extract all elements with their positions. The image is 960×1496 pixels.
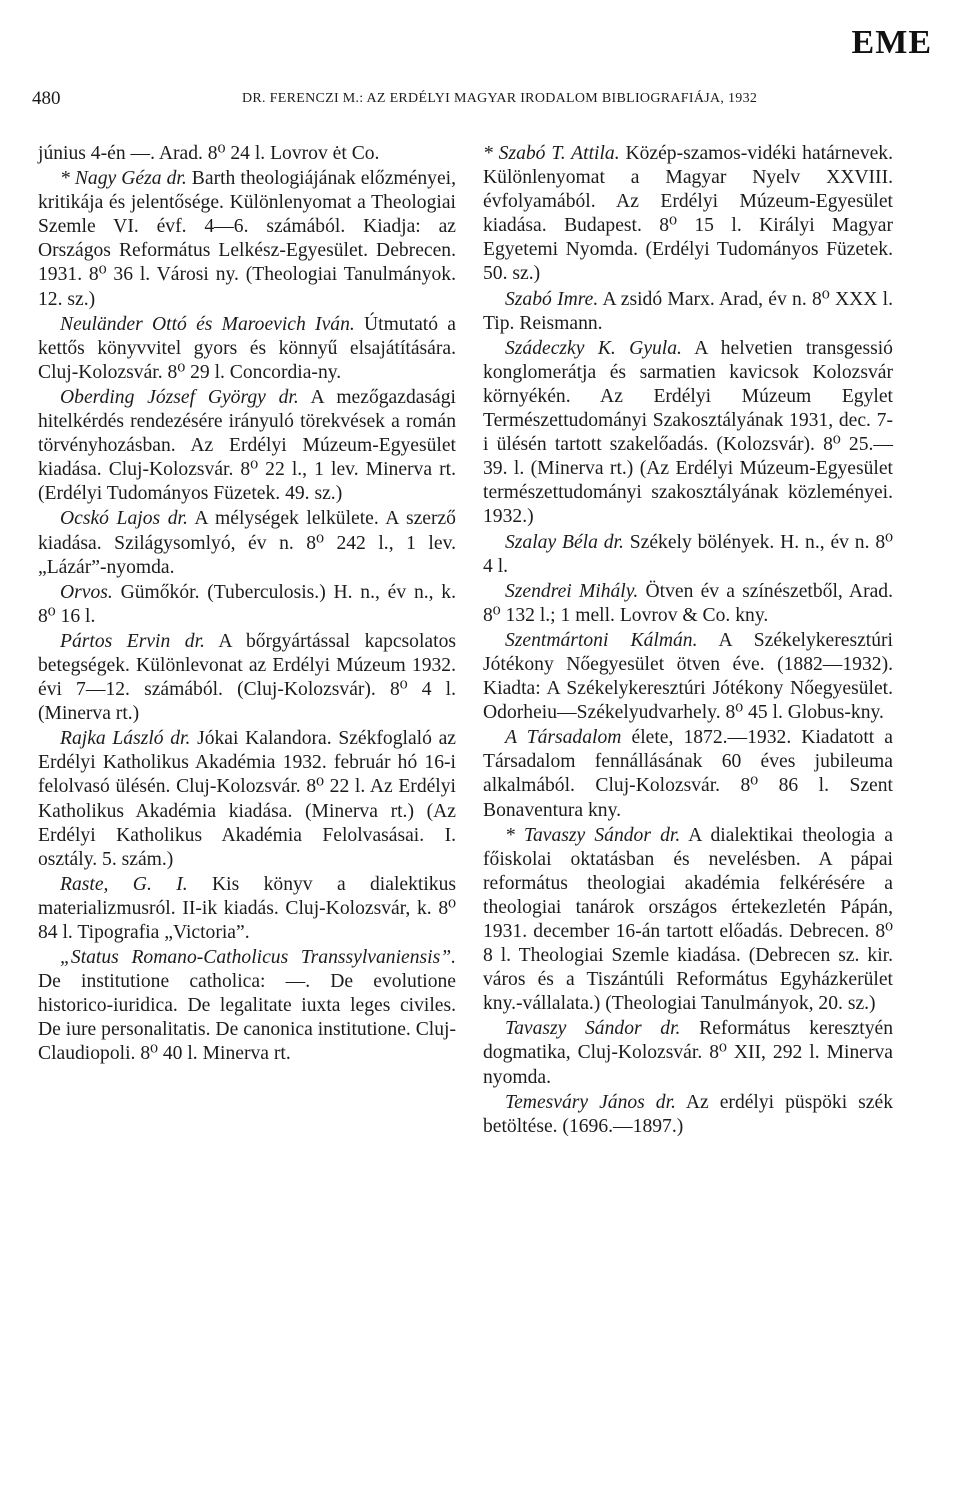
entry-author: Raste, G. I.	[60, 873, 188, 895]
bibliography-entry	[38, 946, 456, 1066]
entry-author: A Társadalom	[505, 727, 622, 749]
entry-text: A zsidó Marx. Arad, év n. 8⁰ XXX l. Tip. Reismann.	[483, 288, 894, 334]
bibliography-entry	[38, 386, 456, 506]
entry-author: * Tavaszy Sándor dr.	[505, 824, 681, 846]
entry-text: Útmutató a kettős könyvvitel gyors és könnyű elsajátítására. Cluj-Kolozsvár. 8⁰ 29 l. Concordia-ny.	[38, 313, 456, 383]
entry-text: Barth theologiájának előzményei, kritikája és jelentősége. Különlenyomat a Theologiai Szemle VI. évf. 4—6. számából. Kiadja: az Országos Református Lelkész-Egyesület. Debrecen. 1931. 8⁰ 36 l. Városi ny. (Theologiai Tanulmányok. 12. sz.)	[38, 168, 456, 310]
entry-author: Szabó Imre.	[505, 288, 599, 310]
bibliography-entry	[483, 1091, 893, 1139]
bibliography-entry	[483, 629, 893, 725]
bibliography-entry	[483, 1017, 893, 1089]
entry-text: A helvetien transgessió konglomerátja és sarmatien kavicsok Kolozsvár környékén. Az Erdélyi Múzeum Egylet Természettudományi Szakosztályának 1931, dec. 7-i ülésén tartott szakelőadás. (Kolozsvár). 8⁰ 25.—39. l. (Minerva rt.) (Az Erdélyi Múzeum-Egyesület természettudományi szakosztályának közleményei. 1932.)	[483, 337, 893, 528]
bibliography-entry	[38, 142, 456, 166]
page-number: 480	[32, 88, 61, 109]
bibliography-entry	[38, 873, 456, 945]
entry-text: Az erdélyi püspöki szék betöltése. (1696.—1897.)	[483, 1091, 893, 1137]
publisher-logo: EME	[851, 24, 932, 61]
entry-text: A Székelykeresztúri Jótékony Nőegyesület ötven éve. (1882—1932). Kiadta: A Székelykeresztúri Jótékony Nőegyesület. Odorheiu—Székelyudvarhely. 8⁰ 45 l. Globus-kny.	[483, 629, 894, 724]
entry-text: élete, 1872.—1932. Kiadatott a Társadalom fennállásának 60 éves jubileuma alkalmából. Cluj-Kolozsvár. 8⁰ 86 l. Szent Bonaventura kny.	[483, 727, 893, 821]
entry-author: Pártos Ervin dr.	[60, 630, 205, 652]
entry-text: A dialektikai theologia a főiskolai oktatásban és nevelésben. A pápai református theologiai akadémia felkérésére a theologiai tanárok országos értekezletén Pápán, 1931. december 16-án tartott előadás. Debrecen. 8⁰ 8 l. Theologiai Szemle kiadása. (Debrecen sz. kir. város és a Tiszántúli Református Egyházkerület kny.-vállalata.) (Theologiai Tanulmányok, 20. sz.)	[483, 824, 893, 1015]
entry-text: A mezőgazdasági hitelkérdés rendezésére irányuló törekvések a román törvényhozásban. Az Erdélyi Múzeum-Egyesület kiadása. Cluj-Kolozsvár. 8⁰ 22 l., 1 lev. Minerva rt. (Erdélyi Tudományos Füzetek. 49. sz.)	[38, 386, 456, 505]
bibliography-entry	[483, 824, 893, 1017]
entry-author: Rajka László dr.	[60, 728, 191, 750]
bibliography-entry	[38, 507, 456, 579]
entry-text: De institutione catholica: —. De evolutione historico-iuridica. De legalitate iuxta leges civiles. De iure personalitatis. De canonica institutione. Cluj-Claudiopoli. 8⁰ 40 l. Minerva rt.	[38, 971, 456, 1065]
entry-author: Ocskó Lajos dr.	[60, 508, 188, 530]
entry-author: Szentmártoni Kálmán.	[505, 629, 698, 651]
entry-text: A mélységek lelkülete. A szerző kiadása. Szilágysomlyó, év n. 8⁰ 242 l., 1 lev. „Lázár”-nyomda.	[38, 508, 456, 578]
bibliography-entry	[38, 313, 456, 385]
entry-author: „Status Romano-Catholicus Transsylvaniensis”.	[60, 947, 456, 969]
page-header	[32, 88, 912, 112]
entry-text: Jókai Kalandora. Székfoglaló az Erdélyi Katholikus Akadémia 1932. február hó 16-i felolvasó ülésén. Cluj-Kolozsvár. 8⁰ 22 l. Az Erdélyi Katholikus Akadémia kiadása. (Minerva rt.) (Az Erdélyi Katholikus Akadémia Felolvasásai. I. osztály. 5. szám.)	[38, 728, 456, 870]
bibliography-entry	[38, 167, 456, 312]
bibliography-entry	[483, 531, 893, 579]
entry-text: Közép-szamos-vidéki határnevek. Különlenyomat a Magyar Nyelv XXVIII. évfolyamából. Az Erdélyi Múzeum-Egyesület kiadása. Budapest. 8⁰ 15 l. Királyi Magyar Egyetemi Nyomda. (Erdélyi Tudományos Füzetek. 50. sz.)	[483, 143, 894, 285]
bibliography-entry	[483, 337, 893, 530]
entry-author: Neuländer Ottó és Maroevich Iván.	[60, 313, 355, 335]
entry-text: Kis könyv a dialektikus materializmusról. II-ik kiadás. Cluj-Kolozsvár, k. 8⁰ 84 l. Tipografia „Victoria”.	[38, 873, 456, 943]
entry-text: Székely bölények. H. n., év n. 8⁰ 4 l.	[483, 531, 893, 577]
entry-author: Oberding József György dr.	[60, 386, 299, 408]
entry-author: Temesváry János dr.	[505, 1091, 676, 1113]
entry-text: Ötven év a színészetből, Arad. 8⁰ 132 l.; 1 mell. Lovrov & Co. kny.	[483, 580, 894, 626]
entry-author: Szendrei Mihály.	[505, 580, 639, 602]
bibliography-entry	[483, 142, 893, 287]
entry-text: Gümőkór. (Tuberculosis.) H. n., év n., k. 8⁰ 16 l.	[38, 581, 456, 627]
bibliography-entry	[38, 581, 456, 629]
entry-author: Tavaszy Sándor dr.	[505, 1018, 681, 1040]
entry-author: * Nagy Géza dr.	[60, 168, 187, 190]
left-column	[38, 142, 456, 1068]
bibliography-entry	[38, 630, 456, 726]
entry-text: A bőrgyártással kapcsolatos betegségek. Különlevonat az Erdélyi Múzeum 1932. évi 7—12. számából. (Cluj-Kolozsvár). 8⁰ 4 l. (Minerva rt.)	[38, 630, 456, 725]
running-head: DR. FERENCZI M.: AZ ERDÉLYI MAGYAR IRODALOM BIBLIOGRAFIÁJA, 1932	[242, 91, 758, 106]
entry-author: * Szabó T. Attila.	[483, 143, 620, 164]
entry-author: Szalay Béla dr.	[505, 531, 624, 553]
bibliography-entry	[483, 288, 893, 336]
entry-text: június 4-én —. Arad. 8⁰ 24 l. Lovrov ėt Co.	[38, 143, 380, 164]
entry-author: Orvos.	[60, 581, 113, 603]
entry-text: Református keresztyén dogmatika, Cluj-Kolozsvár. 8⁰ XII, 292 l. Minerva nyomda.	[483, 1018, 893, 1088]
right-column	[483, 142, 893, 1140]
entry-author: Szádeczky K. Gyula.	[505, 337, 682, 359]
bibliography-entry	[483, 580, 893, 628]
bibliography-entry	[483, 726, 893, 822]
bibliography-entry	[38, 727, 456, 872]
